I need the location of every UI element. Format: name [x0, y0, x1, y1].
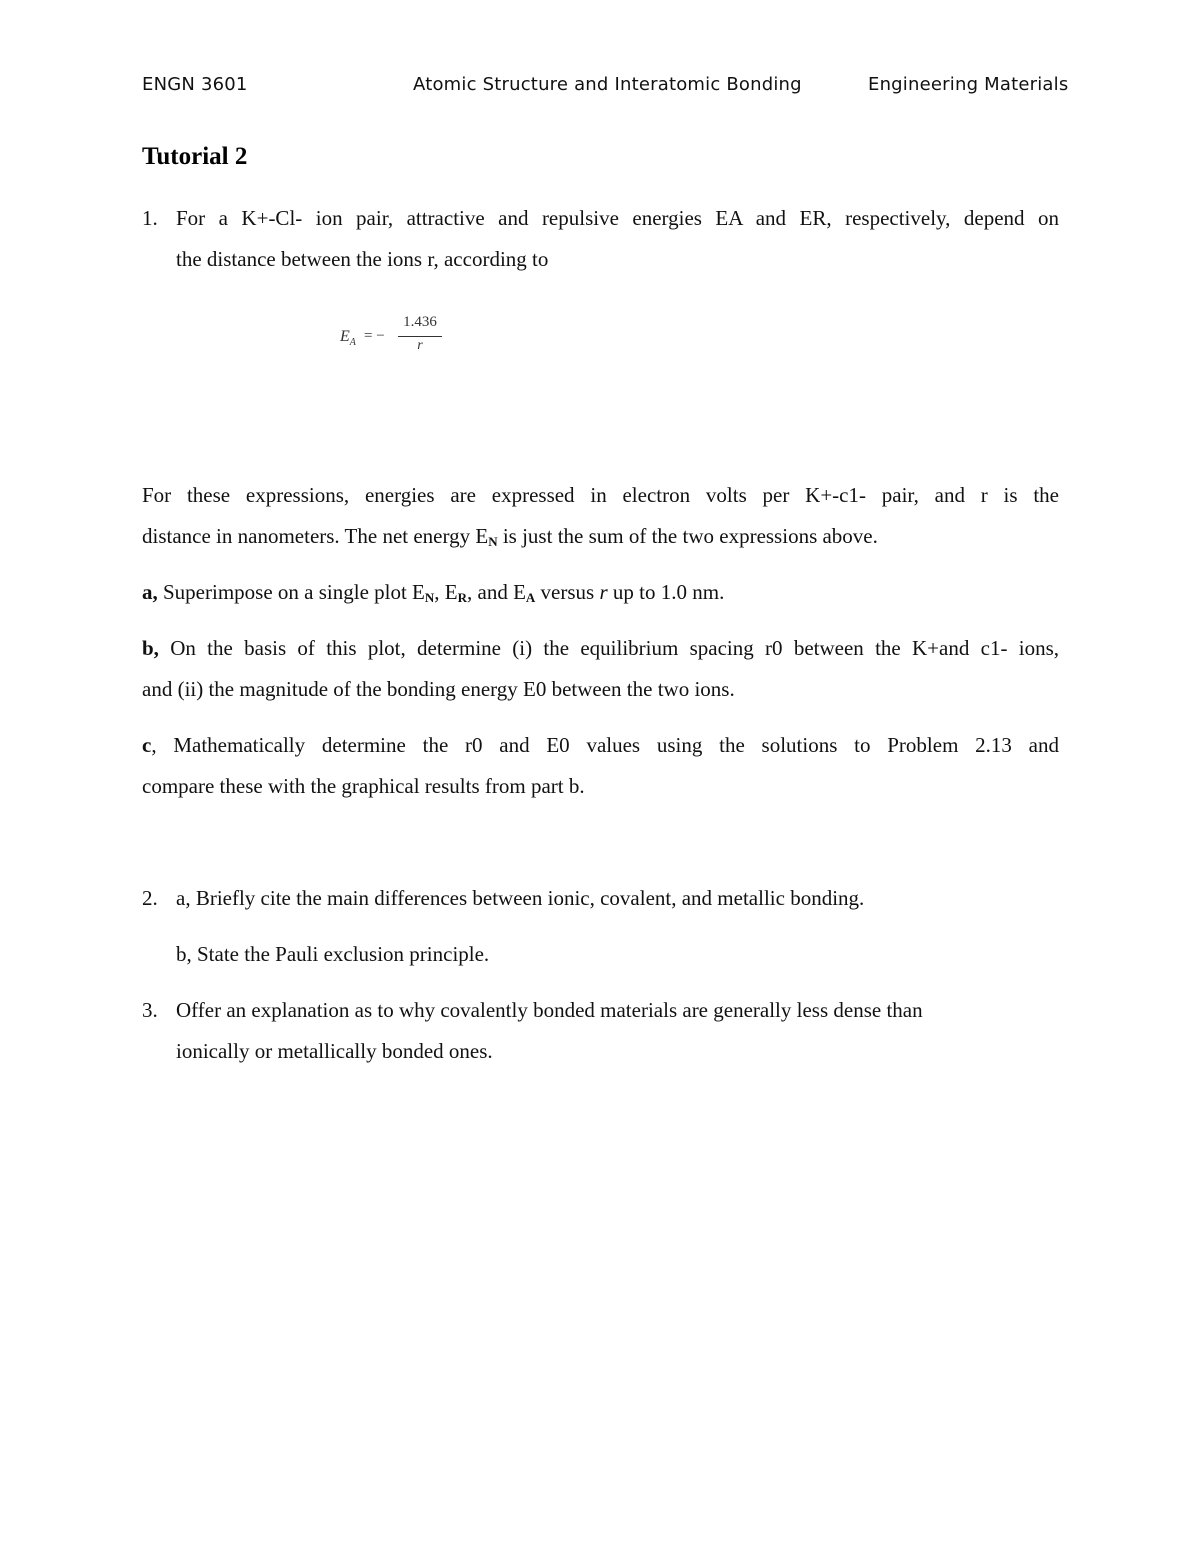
paragraph-line-1: For these expressions, energies are expressed in electron volts per K+-c1- pair, and r is the — [142, 483, 1059, 507]
formula-denominator: r — [417, 338, 423, 353]
page-title: Tutorial 2 — [142, 143, 248, 170]
question-3-line-1: Offer an explanation as to why covalently bonded materials are generally less dense than — [176, 998, 923, 1022]
header-subject: Engineering Materials — [868, 74, 1069, 95]
formula-lhs: $E_A$ — [340, 328, 356, 349]
header-topic: Atomic Structure and Interatomic Bonding — [413, 74, 802, 95]
part-c-line-2: compare these with the graphical results from part b. — [142, 774, 585, 798]
part-b-line-2: and (ii) the magnitude of the bonding energy E0 between the two ions. — [142, 677, 735, 701]
formula-fraction-bar — [398, 336, 442, 337]
question-3-line-2: ionically or metallically bonded ones. — [176, 1039, 493, 1063]
question-2-part-b: b, State the Pauli exclusion principle. — [176, 942, 490, 966]
part-c-line-1: c, Mathematically determine the r0 and E0 values using the solutions to Problem 2.13 and — [142, 733, 1059, 757]
formula-numerator: 1.436 — [403, 314, 437, 330]
question-3-number: 3. — [142, 998, 158, 1022]
paragraph-line-2: distance in nanometers. The net energy $E_N$ is just the sum of the two expressions above. — [142, 524, 878, 549]
header-course-code: ENGN 3601 — [142, 74, 248, 95]
question-2-number: 2. — [142, 886, 158, 910]
question-1-line-2: the distance between the ions r, according to — [176, 247, 549, 271]
question-2-part-a: a, Briefly cite the main differences between ionic, covalent, and metallic bonding. — [176, 886, 865, 910]
question-1-number: 1. — [142, 206, 158, 230]
part-b-line-1: b, On the basis of this plot, determine (i) the equilibrium spacing r0 between the K+and c1- ions, — [142, 636, 1059, 660]
part-a: a, Superimpose on a single plot $E_N$, $E_R$, and $E_A$ versus r up to 1.0 nm. — [142, 580, 725, 605]
attractive-energy-formula — [340, 314, 450, 360]
question-1-line-1: For a K+-Cl- ion pair, attractive and repulsive energies EA and ER, respectively, depend on — [176, 206, 1059, 230]
formula-equals: = − — [364, 328, 385, 344]
